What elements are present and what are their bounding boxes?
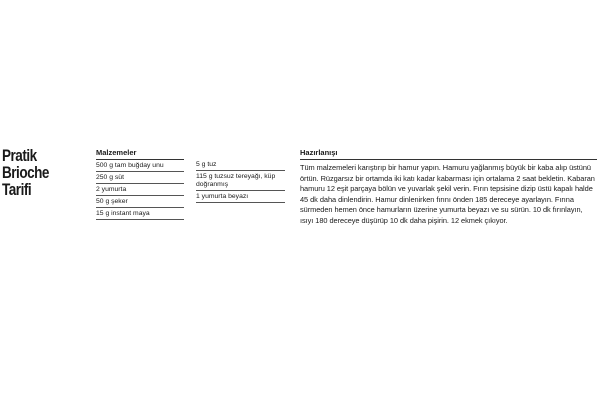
preparation-text: Tüm malzemeleri karıştırıp bir hamur yapın. Hamuru yağlanmış büyük bir kaba alıp üstünü örtün. Rüzgarsız bir ortamda iki katı kadar kabarması için ortalama 2 saat bekletin. Kabaran hamuru 12 eşit parçaya bölün ve yuvarlak şekil verin. Fırın tepsisine dizip üstü kapalı halde 45 dk daha dinlendirin. Hamur dinlenirken fırını önden 185 dereceye ayarlayın. Fırına sürmeden hemen önce hamurların üzerine yumurta beyazı ve su sürün. 10 dk fırınlayın, ısıyı 180 dereceye düşürüp 10 dk daha pişirin. 12 ekmek çıkıyor. — [300, 163, 595, 225]
ingredient-item: 115 g tuzsuz tereyağı, küp doğranmış — [196, 171, 285, 191]
ingredient-item: 1 yumurta beyazı — [196, 191, 285, 203]
ingredients-column-1 — [96, 148, 184, 220]
ingredient-item: 250 g süt — [96, 172, 184, 184]
ingredients-column-2 — [196, 159, 285, 203]
title-line: Brioche — [2, 164, 49, 182]
title-line: Tarifi — [2, 181, 32, 199]
ingredient-item: 500 g tam buğday unu — [96, 160, 184, 172]
ingredients-heading: Malzemeler — [96, 148, 184, 160]
preparation-heading: Hazırlanışı — [300, 148, 597, 160]
recipe-title — [2, 148, 59, 199]
ingredient-item: 50 g şeker — [96, 196, 184, 208]
title-line: Pratik — [2, 147, 37, 165]
ingredient-item: 15 g instant maya — [96, 208, 184, 220]
ingredient-item: 2 yumurta — [96, 184, 184, 196]
preparation-section — [300, 148, 597, 226]
ingredient-item: 5 g tuz — [196, 159, 285, 171]
